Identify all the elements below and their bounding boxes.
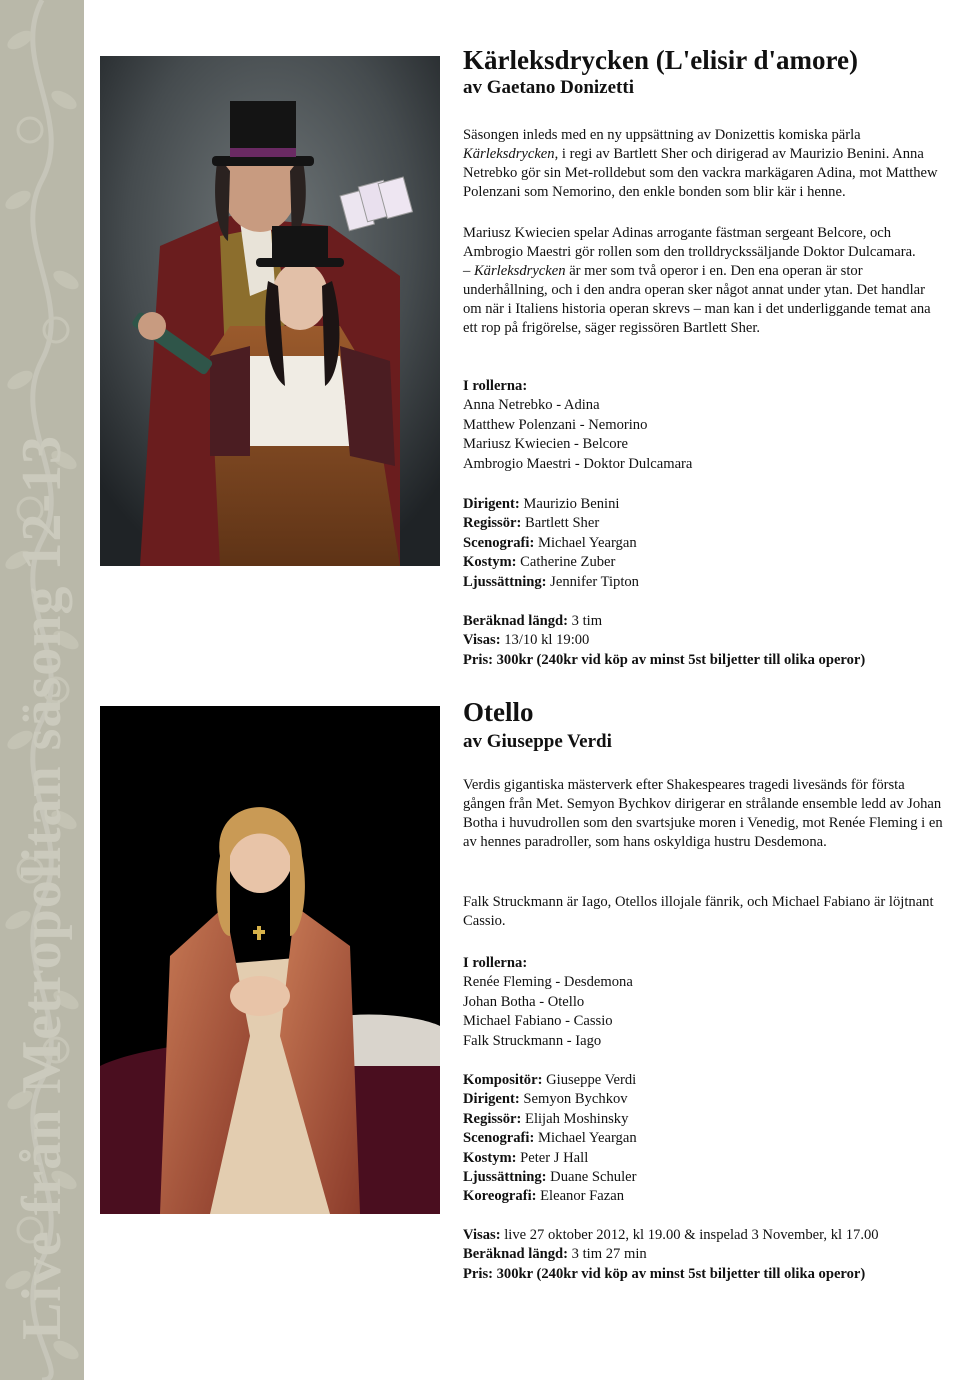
otello-roles-heading: I rollerna: bbox=[463, 955, 528, 971]
cast-line: Michael Fabiano - Cassio bbox=[463, 1013, 613, 1030]
elisir-paragraph-2-block bbox=[463, 224, 943, 338]
credit-line: Regissör: Elijah Moshinsky bbox=[463, 1110, 629, 1127]
elisir-promo-photo bbox=[100, 56, 440, 566]
elisir-description bbox=[463, 126, 943, 202]
credit-line: Scenografi: Michael Yeargan bbox=[463, 1130, 637, 1147]
otello-paragraph-1: Verdis gigantiska mästerverk efter Shakespeares tragedi livesänds för första gången från Met. Semyon Bychkov dirigerar en strålande ensemble ledd av Johan Botha i huvudrollen som den svartsjuke moren i Venedig, mot Renée Fleming i en av hennes paradroller, som hans oskyldiga hustru Desdemona. bbox=[463, 777, 943, 850]
cast-line: Renée Fleming - Desdemona bbox=[463, 974, 633, 991]
cast-line: Ambrogio Maestri - Doktor Dulcamara bbox=[463, 455, 693, 472]
elisir-section bbox=[463, 44, 943, 100]
credit-line: Kostym: Catherine Zuber bbox=[463, 554, 616, 571]
cast-line: Johan Botha - Otello bbox=[463, 993, 585, 1010]
cast-line: Anna Netrebko - Adina bbox=[463, 397, 600, 414]
elisir-paragraph-2: Mariusz Kwiecien spelar Adinas arrogante fästman sergeant Belcore, och Ambrogio Maestri gör rollen som den trolldryckssäljande Doktor Dulcamara. bbox=[463, 225, 916, 260]
elisir-paragraph-3: – Kärleksdrycken är mer som två operor i en. Den ena operan är stor underhållning, och i den andra operan sker något annat under ytan. Det handlar om när i Italiens historia operan skrevs – man kan i det underliggande temat ana ett rop på frigörelse, säger regissören Bartlett Sher. bbox=[463, 263, 931, 336]
otello-title: Otello bbox=[463, 697, 534, 727]
price-line: Pris: 300kr (240kr vid köp av minst 5st biljetter till olika operor) bbox=[463, 651, 866, 668]
sidebar-vertical-title: Live från Metropolitan säsong 12-13 bbox=[11, 434, 73, 1340]
credit-line: Dirigent: Semyon Bychkov bbox=[463, 1091, 628, 1108]
credit-line: Kostym: Peter J Hall bbox=[463, 1149, 589, 1166]
duration-line: Beräknad längd: 3 tim bbox=[463, 613, 603, 629]
cast-line: Mariusz Kwiecien - Belcore bbox=[463, 436, 628, 453]
elisir-roles-heading: I rollerna: bbox=[463, 378, 528, 394]
otello-composer: av Giuseppe Verdi bbox=[463, 731, 612, 752]
otello-credits bbox=[463, 1071, 943, 1207]
decorative-sidebar bbox=[0, 0, 84, 1380]
otello-description bbox=[463, 776, 943, 852]
price-line: Pris: 300kr (240kr vid köp av minst 5st biljetter till olika operor) bbox=[463, 1265, 866, 1282]
cast-line: Matthew Polenzani - Nemorino bbox=[463, 416, 648, 433]
showing-line: Visas: 13/10 kl 19:00 bbox=[463, 632, 590, 649]
credit-line: Scenografi: Michael Yeargan bbox=[463, 534, 637, 551]
cast-line: Falk Struckmann - Iago bbox=[463, 1032, 602, 1049]
otello-info bbox=[463, 1226, 943, 1284]
otello-paragraph-2: Falk Struckmann är Iago, Otellos illojale fänrik, och Michael Fabiano är löjtnant Cassio. bbox=[463, 894, 934, 929]
otello-paragraph-2-block bbox=[463, 893, 943, 931]
elisir-title: Kärleksdrycken (L'elisir d'amore) bbox=[463, 45, 858, 75]
credit-line: Ljussättning: Duane Schuler bbox=[463, 1169, 637, 1186]
credit-line: Regissör: Bartlett Sher bbox=[463, 515, 600, 532]
credit-line: Kompositör: Giuseppe Verdi bbox=[463, 1072, 637, 1088]
showing-line: Visas: live 27 oktober 2012, kl 19.00 & inspelad 3 November, kl 17.00 bbox=[463, 1227, 879, 1243]
elisir-paragraph-1: Säsongen inleds med en ny uppsättning av Donizettis komiska pärla Kärleksdrycken, i regi av Bartlett Sher och dirigerad av Maurizio Benini. Anna Netrebko gör sin Met-rolldebut som den vackra markägaren Adina, mot Matthew Polenzani som Nemorino, den enkle bonden som blir kär i henne. bbox=[463, 127, 938, 200]
elisir-roles bbox=[463, 377, 943, 474]
credit-line: Dirigent: Maurizio Benini bbox=[463, 496, 620, 512]
elisir-composer: av Gaetano Donizetti bbox=[463, 77, 634, 98]
otello-promo-photo bbox=[100, 706, 440, 1214]
otello-section bbox=[463, 696, 943, 754]
duration-line: Beräknad längd: 3 tim 27 min bbox=[463, 1246, 647, 1263]
otello-roles bbox=[463, 954, 943, 1051]
elisir-info bbox=[463, 612, 943, 670]
credit-line: Ljussättning: Jennifer Tipton bbox=[463, 573, 639, 590]
elisir-credits bbox=[463, 495, 943, 592]
credit-line: Koreografi: Eleanor Fazan bbox=[463, 1188, 625, 1205]
